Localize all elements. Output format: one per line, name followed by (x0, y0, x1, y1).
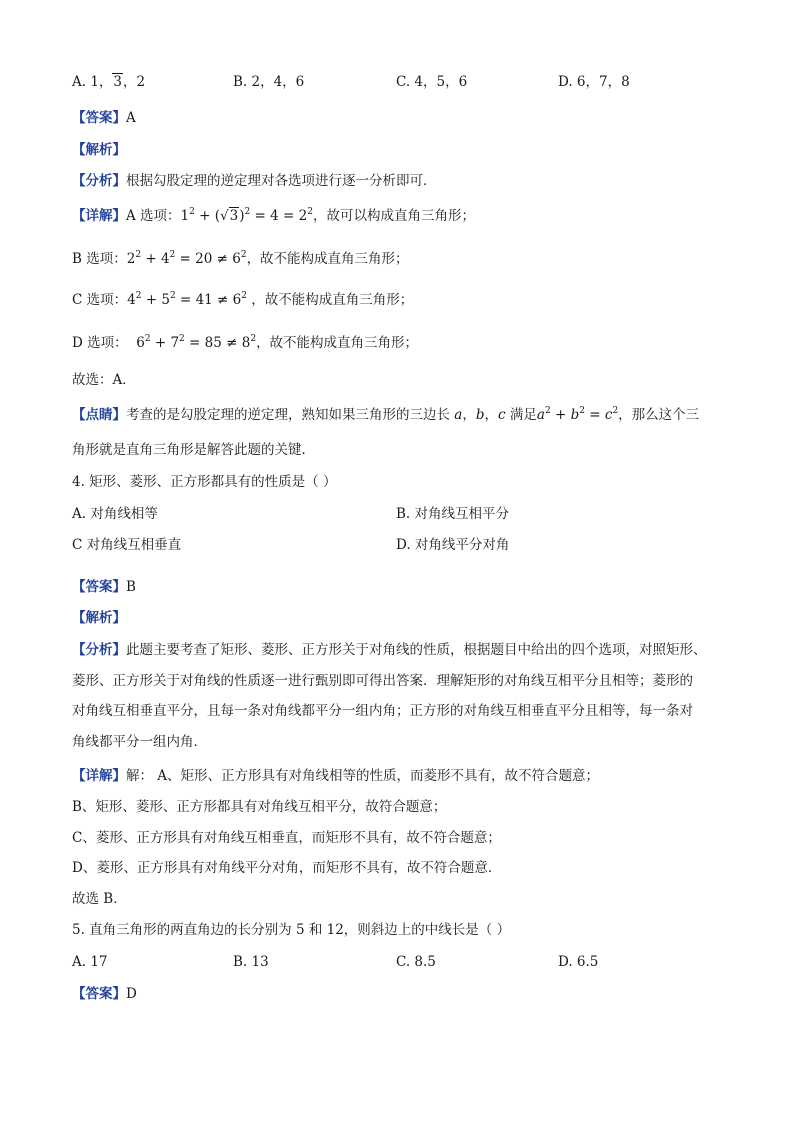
q4-fenxi-line-4: 角线都平分一组内角． (72, 734, 207, 750)
q4-detail-line-4: D、菱形、正方形具有对角线平分对角，而矩形不具有，故不符合题意． (72, 860, 502, 876)
q4-detail-line-2: B、矩形、菱形、正方形都具有对角线互相平分，故符合题意； (72, 799, 447, 815)
q4-choose: 故选 B． (72, 891, 127, 907)
q3-analysis-tag: 【解析】 (72, 142, 126, 158)
q4-fenxi-line-1: 【分析】此题主要考查了矩形、菱形、正方形关于对角线的性质，根据题目中给出的四个选项，对照矩形、 (72, 642, 707, 658)
q4-option-b: B. 对角线互相平分 (396, 506, 510, 522)
answer-value: A (126, 110, 136, 126)
q5-option-d: D. 6.5 (558, 954, 599, 970)
q3-detail-b: B 选项：$2^2 + 4^2 = 20 \ne 6^2$，故不能构成直角三角形； (72, 250, 409, 267)
q3-option-a: A. 1，3，2 (72, 74, 146, 90)
q4-answer: 【答案】B (72, 579, 136, 595)
q5-option-b: B. 13 (233, 954, 269, 970)
q4-option-c: C 对角线互相垂直 (72, 537, 182, 553)
q4-fenxi-line-2: 菱形、正方形关于对角线的性质逐一进行甄别即可得出答案．理解矩形的对角线互相平分且相等；菱形的 (72, 673, 693, 689)
q5-stem: 5. 直角三角形的两直角边的长分别为 5 和 12，则斜边上的中线长是（ ） (72, 922, 511, 938)
q4-detail-line-1: 【详解】解： A、矩形、正方形具有对角线相等的性质，而菱形不具有，故不符合题意； (72, 768, 600, 784)
q3-detail-a: 【详解】A 选项：$1^2 + (√3)^2 = 4 = 2^2$，故可以构成直角三角形； (72, 207, 475, 224)
q3-option-b: B. 2，4，6 (233, 74, 305, 90)
q4-fenxi-line-3: 对角线互相垂直平分，且每一条对角线都平分一组内角；正方形的对角线互相垂直平分且相等，每一条对 (72, 703, 693, 719)
q3-dianjing: 【点睛】考查的是勾股定理的逆定理，熟知如果三角形的三边长 a，b，c 满足$a^2 + b^2 = c^2$，那么这个三 (72, 406, 700, 423)
q4-option-a: A. 对角线相等 (72, 506, 158, 522)
q3-detail-d: D 选项： $6^2 + 7^2 = 85 \ne 8^2$，故不能构成直角三角形； (72, 334, 419, 351)
q3-detail-c: C 选项：$4^2 + 5^2 = 41 \ne 6^2$ ，故不能构成直角三角形； (72, 291, 414, 308)
q5-option-a: A. 17 (72, 954, 108, 970)
q3-choose: 故选：A． (72, 372, 136, 388)
q5-option-c: C. 8.5 (396, 954, 436, 970)
q4-detail-line-3: C、菱形、正方形具有对角线互相垂直，而矩形不具有，故不符合题意； (72, 830, 501, 846)
q3-option-c: C. 4，5，6 (396, 74, 468, 90)
q4-analysis-tag: 【解析】 (72, 610, 126, 626)
answer-tag: 【答案】 (72, 110, 126, 126)
q3-fenxi: 【分析】根据勾股定理的逆定理对各选项进行逐一分析即可． (72, 173, 437, 189)
q4-option-d: D. 对角线平分对角 (396, 537, 510, 553)
q5-answer: 【答案】D (72, 986, 137, 1002)
q3-answer (72, 108, 136, 128)
q3-option-d: D. 6，7，8 (558, 74, 630, 90)
q4-stem: 4. 矩形、菱形、正方形都具有的性质是（ ） (72, 474, 337, 490)
q3-dianjing-line2: 角形就是直角三角形是解答此题的关键． (72, 442, 315, 458)
